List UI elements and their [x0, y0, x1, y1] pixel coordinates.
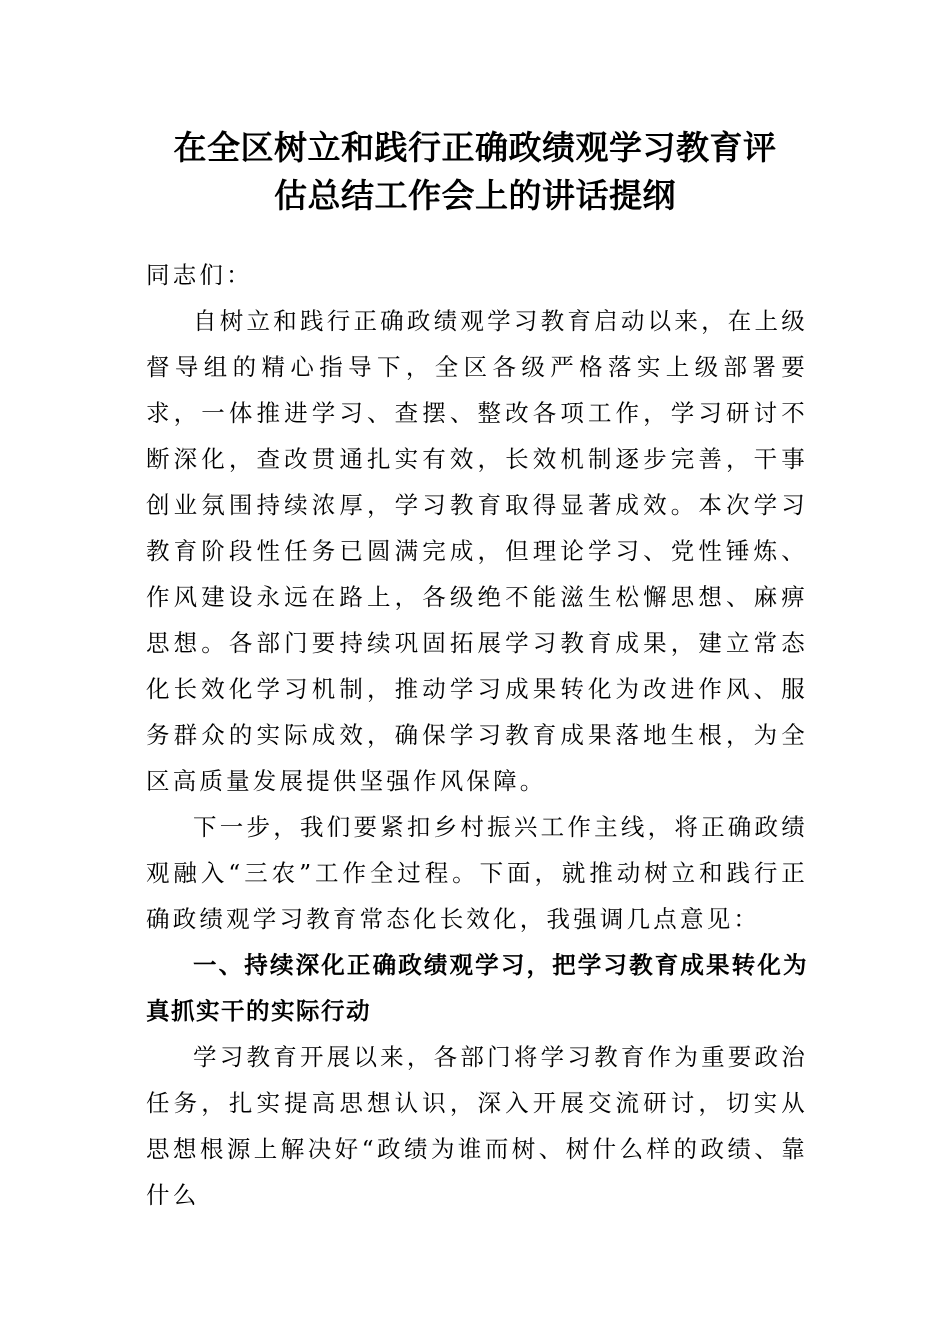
title-line-1: 在全区树立和践行正确政绩观学习教育评	[173, 128, 777, 167]
section-heading-1: 一、持续深化正确政绩观学习，把学习教育成果转化为真抓实干的实际行动	[146, 951, 808, 1025]
document-title	[120, 124, 830, 220]
paragraph-intro: 自树立和践行正确政绩观学习教育启动以来，在上级督导组的精心指导下，全区各级严格落实上级部署要求，一体推进学习、查摆、整改各项工作，学习研讨不断深化，查改贯通扎实有效，长效机制逐步完善，干事创业氛围持续浓厚，学习教育取得显著成效。本次学习教育阶段性任务已圆满完成，但理论学习、党性锤炼、作风建设永远在路上，各级绝不能滋生松懈思想、麻痹思想。各部门要持续巩固拓展学习教育成果，建立常态化长效化学习机制，推动学习成果转化为改进作风、服务群众的实际成效，确保学习教育成果落地生根，为全区高质量发展提供坚强作风保障。	[146, 307, 808, 795]
salutation: 同志们：	[146, 261, 253, 289]
paragraph-next-step: 下一步，我们要紧扣乡村振兴工作主线，将正确政绩观融入“三农”工作全过程。下面，就推动树立和践行正确政绩观学习教育常态化长效化，我强调几点意见：	[146, 813, 808, 933]
document-body	[146, 252, 808, 1218]
paragraph-section-1: 学习教育开展以来，各部门将学习教育作为重要政治任务，扎实提高思想认识，深入开展交流研讨，切实从思想根源上解决好“政绩为谁而树、树什么样的政绩、靠什么	[146, 1043, 808, 1209]
title-line-2: 估总结工作会上的讲话提纲	[274, 176, 676, 215]
